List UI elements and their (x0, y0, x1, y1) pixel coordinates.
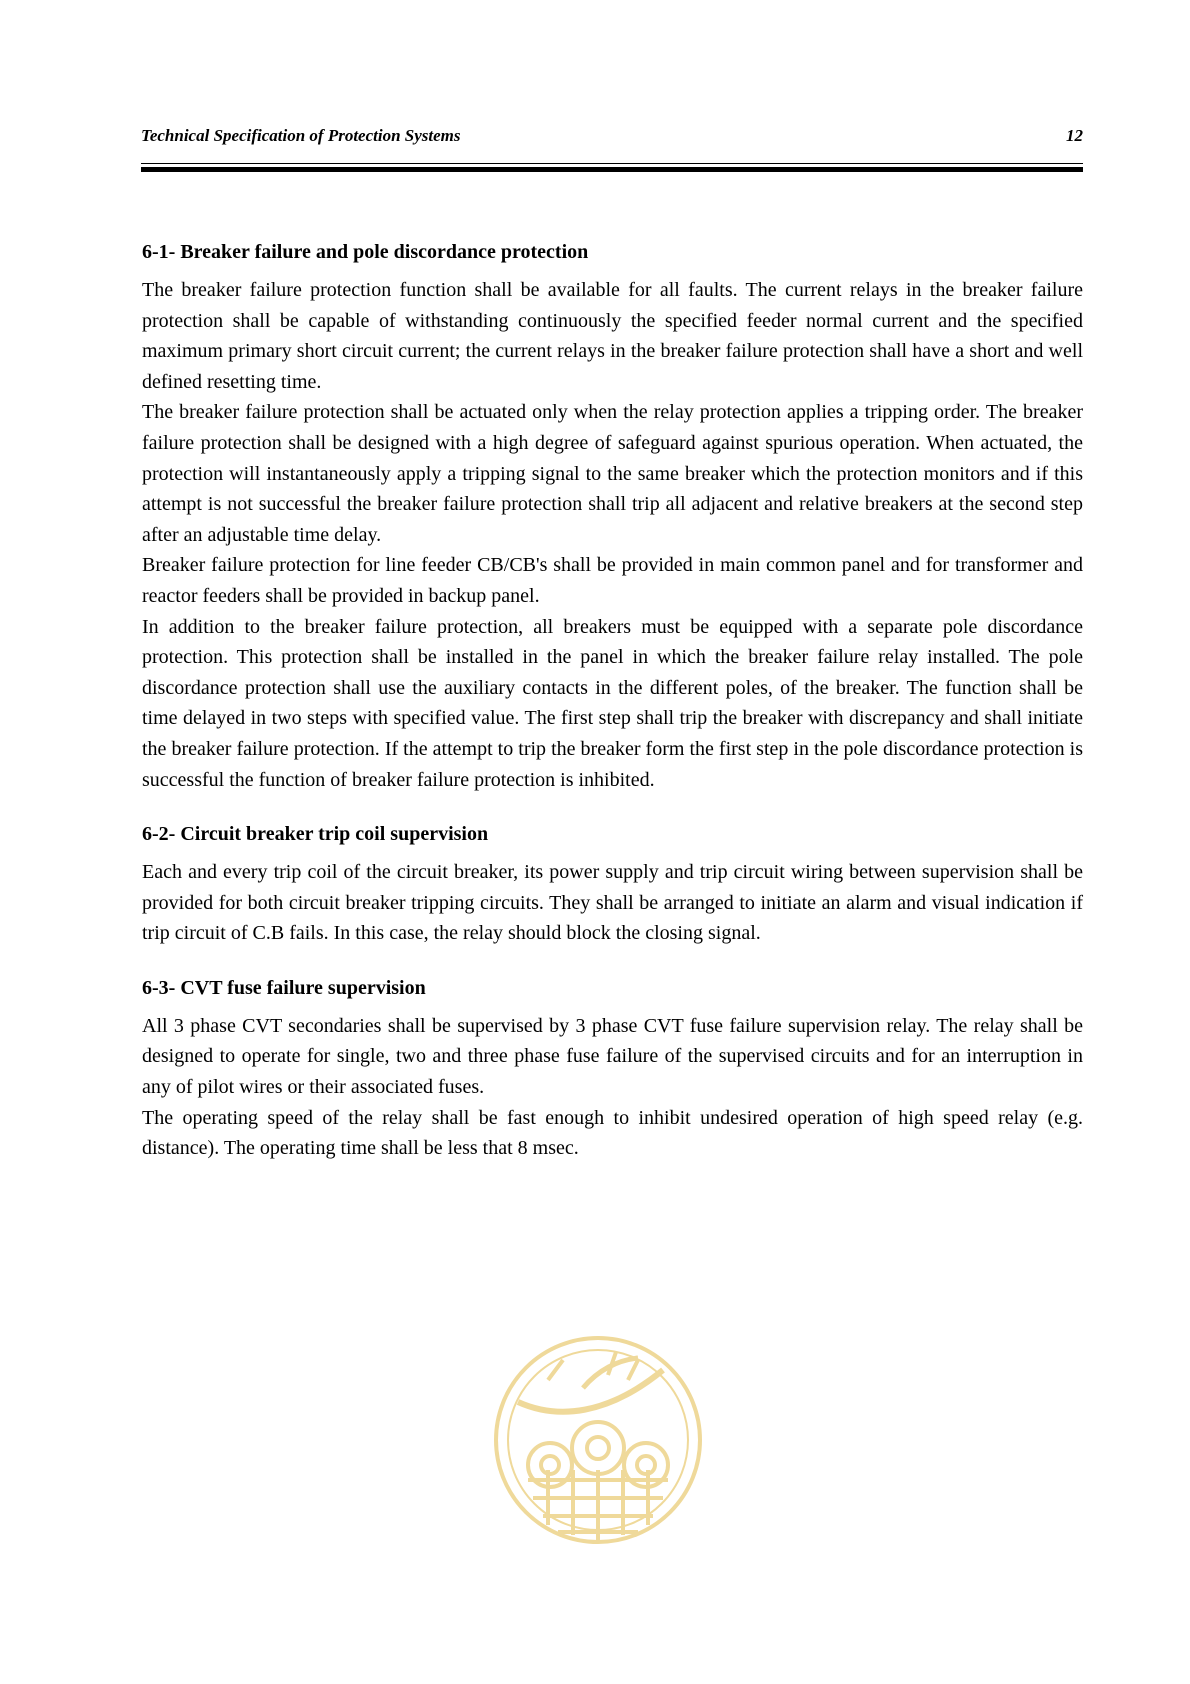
section-trip-coil-supervision (142, 819, 1083, 949)
paragraph: In addition to the breaker failure protection, all breakers must be equipped with a separate pole discordance protection. This protection shall be installed in the panel in which the breaker failure relay installed. The pole discordance protection shall use the auxiliary contacts in the different poles, of the breaker. The function shall be time delayed in two steps with specified value. The first step shall trip the breaker with discrepancy and shall initiate the breaker failure protection. If the attempt to trip the breaker form the first step in the pole discordance protection is successful the function of breaker failure protection is inhibited. (142, 615, 1083, 791)
header-title: Technical Specification of Protection Systems (141, 126, 461, 145)
paragraph: The breaker failure protection shall be actuated only when the relay protection applies a tripping order. The breaker failure protection shall be designed with a high degree of safeguard against spurious operation. When actuated, the protection will instantaneously apply a tripping signal to the same breaker which the protection monitors and if this attempt is not successful the breaker failure protection shall trip all adjacent and relative breakers at the second step after an adjustable time delay. (142, 401, 1083, 546)
section-heading: 6-2- Circuit breaker trip coil supervision (142, 823, 489, 846)
watermark-logo (488, 1330, 708, 1600)
section-cvt-fuse-failure (142, 973, 1083, 1164)
section-breaker-failure (142, 237, 1083, 795)
header-rule-thin (141, 163, 1083, 164)
page-header (141, 126, 1083, 152)
section-heading: 6-3- CVT fuse failure supervision (142, 976, 426, 999)
paragraph: The breaker failure protection function shall be available for all faults. The current relays in the breaker failure protection shall be capable of withstanding continuously the specified feeder normal current and the specified maximum primary short circuit current; the current relays in the breaker failure protection shall have a short and well defined resetting time. (142, 279, 1083, 393)
paragraph: The operating speed of the relay shall be fast enough to inhibit undesired operation of high speed relay (e.g. distance). The operating time shall be less that 8 msec. (142, 1106, 1083, 1160)
page-number: 12 (1066, 126, 1083, 145)
watermark-seal-icon (488, 1330, 708, 1600)
paragraph: Each and every trip coil of the circuit breaker, its power supply and trip circuit wiring between supervision shall be provided for both circuit breaker tripping circuits. They shall be arranged to initiate an alarm and visual indication if trip circuit of C.B fails. In this case, the relay should block the closing signal. (142, 861, 1083, 945)
paragraph: All 3 phase CVT secondaries shall be supervised by 3 phase CVT fuse failure supervision relay. The relay shall be designed to operate for single, two and three phase fuse failure of the supervised circuits and for an interruption in any of pilot wires or their associated fuses. (142, 1014, 1083, 1099)
header-rule-thick (141, 167, 1083, 172)
section-heading: 6-1- Breaker failure and pole discordance protection (142, 241, 589, 263)
document-body (142, 237, 1083, 1188)
paragraph: Breaker failure protection for line feeder CB/CB's shall be provided in main common panel and for transformer and reactor feeders shall be provided in backup panel. (142, 554, 1083, 607)
